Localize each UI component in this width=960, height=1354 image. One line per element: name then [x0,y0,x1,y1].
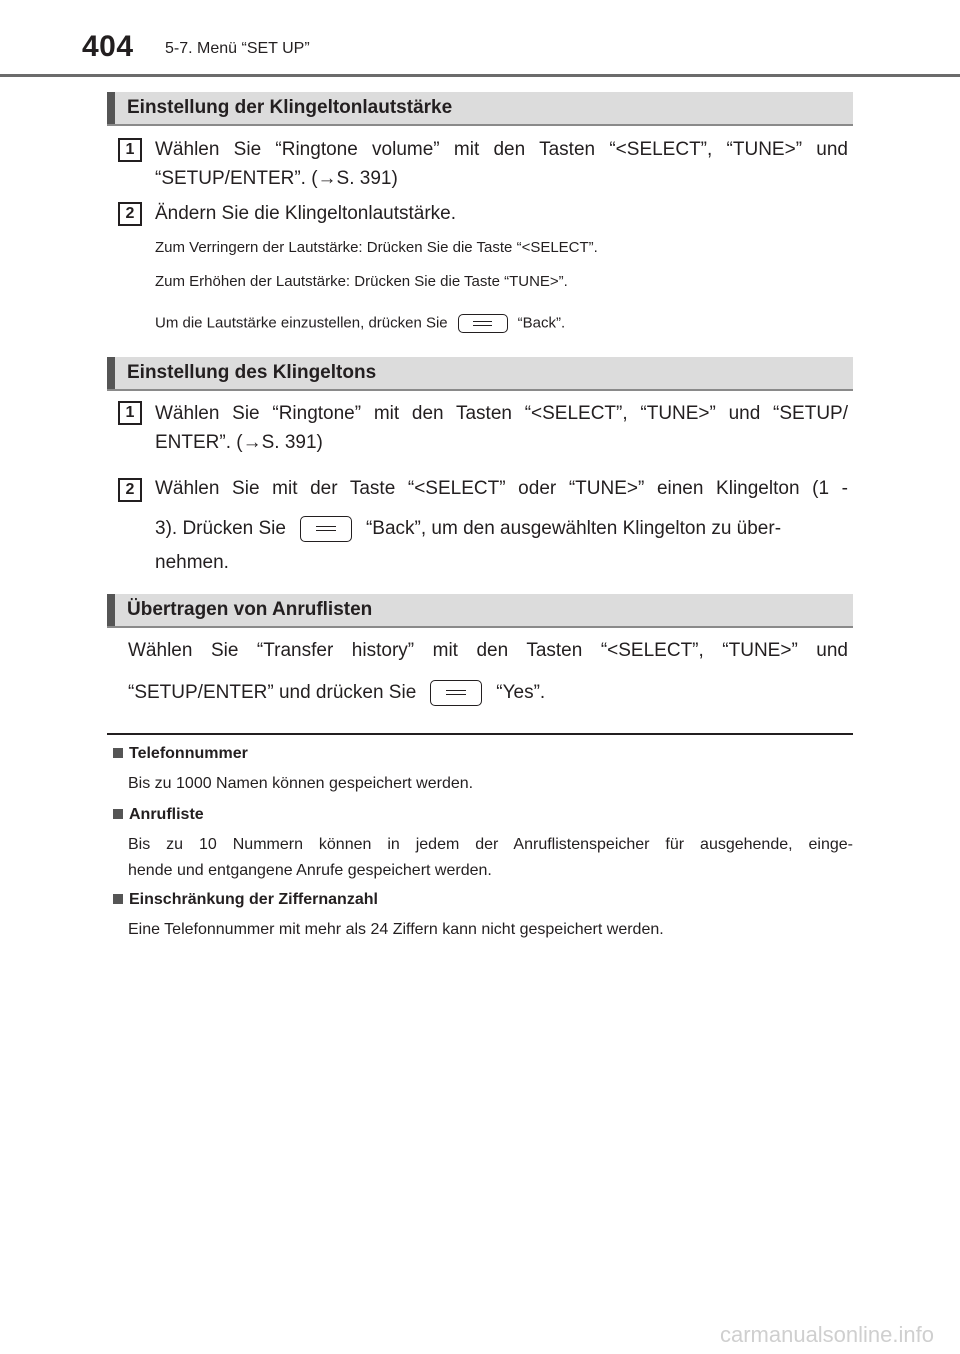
body-text: “Yes”. [496,682,546,703]
detail-text-with-button [155,314,565,333]
note-title: Einschränkung der Ziffernanzahl [129,891,378,908]
step-text-line: Ändern Sie die Klingeltonlautstärke. [155,203,457,224]
site-watermark: carmanualsonline.info [719,1322,934,1347]
section-heading-transfer-history [107,594,853,628]
square-bullet-icon [113,809,123,819]
step-text-line: Wählen Sie “Ringtone” mit den Tasten “<SELECT”, “TUNE>” und “SETUP/ [155,403,848,424]
note-title: Telefonnummer [129,745,248,762]
step-number-badge: 1 [118,138,142,162]
notes-divider [107,733,853,735]
section-title: Einstellung des Klingeltons [127,362,377,383]
section-title: Einstellung der Klingeltonlautstärke [127,97,453,118]
note-title: Anrufliste [129,806,204,823]
chapter-title: 5-7. Menü “SET UP” [165,40,310,57]
detail-text: Zum Erhöhen der Lautstärke: Drücken Sie die Taste “TUNE>”. [155,273,568,290]
header-divider [0,74,960,77]
section-heading-ringtone-volume [107,92,853,126]
step-text-line: nehmen. [155,552,229,573]
note-heading [113,745,248,763]
step-text: “Back”, um den ausgewählten Klingelton zu über- [365,518,782,539]
note-heading [113,891,378,909]
hardware-button-icon [430,680,482,706]
square-bullet-icon [113,748,123,758]
body-text-line-with-button [128,679,545,707]
step-number-badge: 2 [118,478,142,502]
step-text: 3). Drücken Sie [155,518,286,539]
note-line: hende und entgangene Anrufe gespeichert werden. [128,862,492,879]
step-text-line: Wählen Sie mit der Taste “<SELECT” oder “TUNE>” einen Klingelton (1 - [155,478,848,499]
note-body [128,771,853,797]
square-bullet-icon [113,894,123,904]
body-text: “SETUP/ENTER” und drücken Sie [128,682,417,703]
section-title: Übertragen von Anruflisten [127,599,373,620]
heading-bar [107,92,115,124]
step-text-line: “SETUP/ENTER”. (→S. 391) [155,168,398,189]
hardware-button-icon [458,314,508,333]
detail-text: Zum Verringern der Lautstärke: Drücken Sie die Taste “<SELECT”. [155,239,598,256]
step-number-badge: 2 [118,202,142,226]
heading-bar [107,357,115,389]
step-number-badge: 1 [118,401,142,425]
note-body [128,832,853,884]
note-line: Bis zu 10 Nummern können in jedem der Anruflistenspeicher für ausgehende, einge- [128,836,853,853]
detail-text: “Back”. [517,314,566,332]
hardware-button-icon [300,516,352,542]
note-body [128,917,853,943]
page-number: 404 [82,30,134,63]
body-text-line: Wählen Sie “Transfer history” mit den Tasten “<SELECT”, “TUNE>” und [128,640,848,661]
note-line: Eine Telefonnummer mit mehr als 24 Ziffern kann nicht gespeichert werden. [128,921,664,938]
step-text-line: Wählen Sie “Ringtone volume” mit den Tasten “<SELECT”, “TUNE>” und [155,139,848,160]
step-text-line: ENTER”. (→S. 391) [155,432,323,453]
detail-text: Um die Lautstärke einzustellen, drücken Sie [155,314,448,332]
heading-bar [107,594,115,626]
note-heading [113,806,204,824]
section-heading-ringtone [107,357,853,391]
step-text-line-with-button [155,515,781,543]
note-line: Bis zu 1000 Namen können gespeichert werden. [128,775,474,792]
